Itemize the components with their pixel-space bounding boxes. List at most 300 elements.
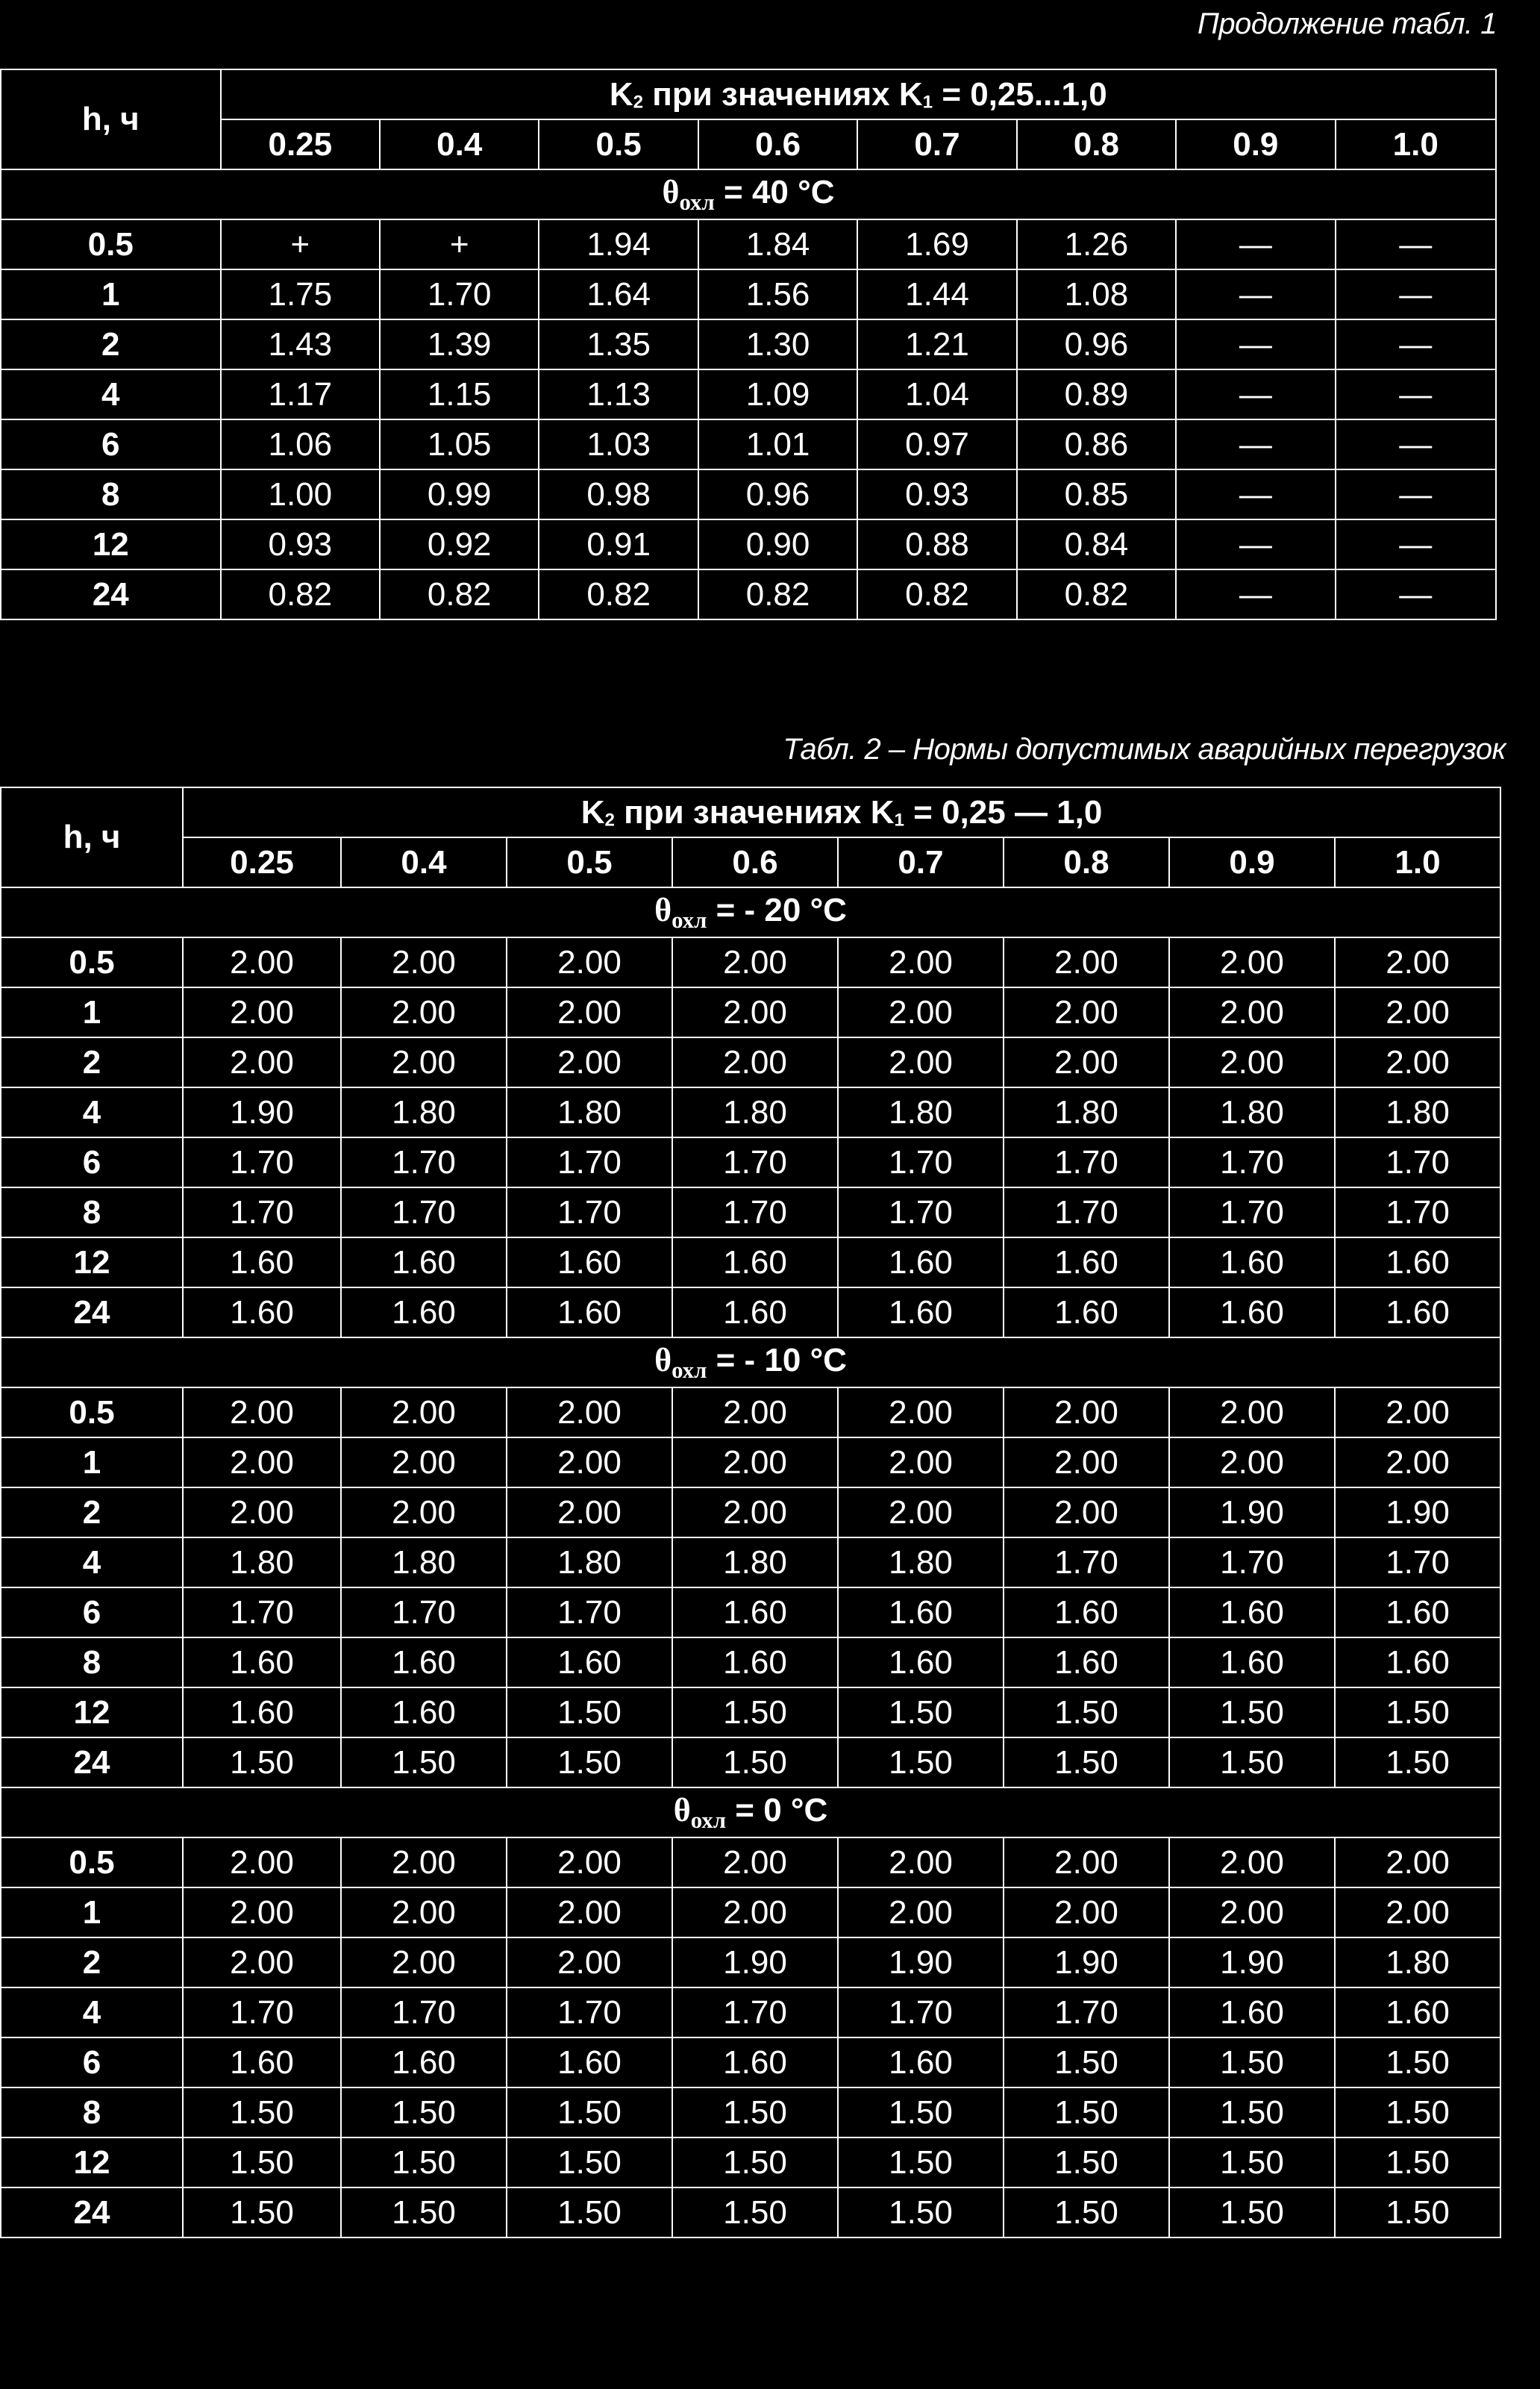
table-row	[1, 2087, 1500, 2137]
temperature-value: = 0 °C	[726, 1791, 828, 1829]
k1-subscript: 1	[922, 92, 933, 113]
value-cell: 2.00	[507, 987, 672, 1037]
value-cell: 2.00	[672, 987, 838, 1037]
value-cell: 1.60	[507, 2037, 672, 2087]
header-row	[1, 787, 1500, 837]
temperature-value: = - 20 °C	[707, 891, 847, 928]
value-cell: 2.00	[341, 1487, 507, 1537]
value-cell: 1.60	[838, 1587, 1004, 1637]
table-row	[1, 1187, 1500, 1237]
value-cell: 0.93	[857, 469, 1016, 519]
hours-cell: 4	[1, 1987, 183, 2037]
value-cell: 1.80	[1335, 1087, 1500, 1137]
value-cell: 1.70	[183, 1587, 341, 1637]
value-cell: 1.70	[1335, 1187, 1500, 1237]
value-cell: 1.70	[183, 1137, 341, 1187]
value-cell: 2.00	[1004, 937, 1169, 987]
section-header-row	[1, 169, 1496, 219]
value-cell: 1.80	[1169, 1087, 1335, 1137]
value-cell: 0.99	[380, 469, 539, 519]
value-cell: 1.60	[341, 1687, 507, 1737]
hours-cell: 24	[1, 569, 221, 619]
value-cell: 1.50	[1004, 2087, 1169, 2137]
value-cell: —	[1336, 419, 1496, 469]
value-cell: 1.70	[1335, 1137, 1500, 1187]
value-cell: 1.60	[1169, 1587, 1335, 1637]
value-cell: 1.90	[183, 1087, 341, 1137]
column-header: 0.8	[1017, 119, 1176, 169]
value-cell: 1.60	[341, 1287, 507, 1337]
value-cell: 1.60	[1169, 1237, 1335, 1287]
value-cell: 1.90	[838, 1937, 1004, 1987]
value-cell: 1.70	[1169, 1187, 1335, 1237]
value-cell: 0.96	[698, 469, 857, 519]
value-cell: 1.06	[221, 419, 380, 469]
table2	[0, 787, 1501, 2238]
value-cell: 1.80	[507, 1537, 672, 1587]
value-cell: 2.00	[507, 937, 672, 987]
value-cell: 1.94	[539, 219, 698, 269]
value-cell: 2.00	[1169, 987, 1335, 1037]
column-header: 1.0	[1335, 837, 1500, 887]
value-cell: 2.00	[1335, 987, 1500, 1037]
theta-subscript: охл	[672, 908, 707, 934]
value-cell: 2.00	[672, 1837, 838, 1887]
value-cell: 2.00	[672, 937, 838, 987]
value-cell: 2.00	[1169, 1887, 1335, 1937]
value-cell: —	[1336, 219, 1496, 269]
value-cell: 0.90	[698, 519, 857, 569]
value-cell: 1.70	[507, 1587, 672, 1637]
value-cell: 1.80	[1004, 1087, 1169, 1137]
table-row	[1, 1087, 1500, 1137]
value-cell: 1.84	[698, 219, 857, 269]
k2-letter: K	[580, 793, 605, 831]
value-cell: —	[1336, 269, 1496, 319]
k1-range: = 0,25...1,0	[933, 75, 1107, 113]
value-cell: 1.70	[672, 1137, 838, 1187]
table-row	[1, 2187, 1500, 2237]
value-cell: 1.70	[507, 1187, 672, 1237]
value-cell: 1.70	[507, 1987, 672, 2037]
k2-middle-text: при значениях K	[614, 793, 895, 831]
column-header-row	[1, 119, 1496, 169]
temperature-label	[1, 169, 1496, 219]
value-cell: 1.60	[183, 1637, 341, 1687]
value-cell: 0.82	[857, 569, 1016, 619]
section-header-row	[1, 1787, 1500, 1837]
hours-cell: 1	[1, 269, 221, 319]
hours-cell: 1	[1, 1437, 183, 1487]
column-header: 0.25	[183, 837, 341, 887]
value-cell: 1.60	[1335, 1987, 1500, 2037]
column-header: 0.6	[698, 119, 857, 169]
theta-subscript: охл	[690, 1808, 727, 1834]
value-cell: 1.70	[341, 1587, 507, 1637]
table-row	[1, 937, 1500, 987]
value-cell: 0.84	[1017, 519, 1176, 569]
table-row	[1, 519, 1496, 569]
column-header: 0.9	[1176, 119, 1335, 169]
value-cell: 1.50	[507, 1737, 672, 1787]
value-cell: 1.26	[1017, 219, 1176, 269]
value-cell: 1.80	[838, 1087, 1004, 1137]
table-row	[1, 1487, 1500, 1537]
value-cell: 1.60	[183, 1237, 341, 1287]
value-cell: 1.05	[380, 419, 539, 469]
hours-cell: 0.5	[1, 937, 183, 987]
value-cell: 2.00	[507, 1387, 672, 1437]
value-cell: 2.00	[183, 1887, 341, 1937]
value-cell: 1.50	[341, 2137, 507, 2187]
value-cell: 1.60	[672, 2037, 838, 2087]
value-cell: 1.50	[1169, 2137, 1335, 2187]
table-row	[1, 1537, 1500, 1587]
value-cell: 0.92	[380, 519, 539, 569]
hours-cell: 24	[1, 1287, 183, 1337]
value-cell: 1.35	[539, 319, 698, 369]
value-cell: 1.00	[221, 469, 380, 519]
value-cell: 1.80	[183, 1537, 341, 1587]
value-cell: 1.60	[183, 1287, 341, 1337]
table-row	[1, 1737, 1500, 1787]
value-cell: 2.00	[507, 1837, 672, 1887]
table-row	[1, 1937, 1500, 1987]
value-cell: 0.85	[1017, 469, 1176, 519]
value-cell: 1.70	[838, 1187, 1004, 1237]
table-row	[1, 1437, 1500, 1487]
hours-cell: 8	[1, 1187, 183, 1237]
value-cell: —	[1336, 469, 1496, 519]
value-cell: 2.00	[183, 1837, 341, 1887]
value-cell: 2.00	[1335, 1037, 1500, 1087]
value-cell: 2.00	[1169, 1037, 1335, 1087]
value-cell: 1.01	[698, 419, 857, 469]
value-cell: 1.50	[1004, 1737, 1169, 1787]
value-cell: 1.50	[507, 2187, 672, 2237]
value-cell: 1.21	[857, 319, 1016, 369]
table1-caption: Продолжение табл. 1	[1197, 7, 1497, 40]
value-cell: 1.70	[341, 1987, 507, 2037]
value-cell: 2.00	[341, 1037, 507, 1087]
theta-subscript: охл	[672, 1358, 707, 1384]
table-row	[1, 1387, 1500, 1437]
value-cell: 1.50	[1335, 2037, 1500, 2087]
value-cell: 1.60	[838, 1237, 1004, 1287]
hours-cell: 24	[1, 1737, 183, 1787]
table-row	[1, 2137, 1500, 2187]
column-header: 0.5	[539, 119, 698, 169]
table-row	[1, 1037, 1500, 1087]
value-cell: 1.50	[838, 2137, 1004, 2187]
value-cell: 0.86	[1017, 419, 1176, 469]
value-cell: 1.50	[341, 2187, 507, 2237]
value-cell: 0.82	[539, 569, 698, 619]
value-cell: 1.70	[1004, 1987, 1169, 2037]
value-cell: 1.60	[1004, 1237, 1169, 1287]
value-cell: 1.70	[341, 1187, 507, 1237]
k2-subscript: 2	[633, 92, 644, 113]
k2-header	[183, 787, 1500, 837]
value-cell: 2.00	[1169, 937, 1335, 987]
hours-cell: 6	[1, 2037, 183, 2087]
value-cell: 2.00	[1004, 1837, 1169, 1887]
value-cell: 1.15	[380, 369, 539, 419]
value-cell: —	[1176, 419, 1335, 469]
value-cell: 1.50	[341, 1737, 507, 1787]
hours-cell: 12	[1, 519, 221, 569]
value-cell: 0.96	[1017, 319, 1176, 369]
theta-subscript: охл	[679, 190, 715, 216]
value-cell: 2.00	[1335, 1387, 1500, 1437]
hours-cell: 24	[1, 2187, 183, 2237]
table1-body	[1, 69, 1496, 619]
hours-cell: 12	[1, 2137, 183, 2187]
hours-cell: 0.5	[1, 219, 221, 269]
value-cell: 2.00	[183, 1387, 341, 1437]
value-cell: 2.00	[1004, 1387, 1169, 1437]
hours-cell: 0.5	[1, 1837, 183, 1887]
value-cell: 2.00	[1335, 937, 1500, 987]
value-cell: 1.50	[183, 1737, 341, 1787]
value-cell: 1.90	[672, 1937, 838, 1987]
column-header: 0.25	[221, 119, 380, 169]
value-cell: 2.00	[1004, 1487, 1169, 1537]
value-cell: 1.60	[838, 1637, 1004, 1687]
hours-cell: 4	[1, 1537, 183, 1587]
value-cell: 2.00	[341, 1837, 507, 1887]
hours-cell: 8	[1, 1637, 183, 1687]
value-cell: 1.50	[1335, 1737, 1500, 1787]
value-cell: 2.00	[1169, 1387, 1335, 1437]
temperature-label	[1, 1787, 1500, 1837]
value-cell: 1.50	[672, 1737, 838, 1787]
value-cell: —	[1176, 319, 1335, 369]
table-row	[1, 1987, 1500, 2037]
table-row	[1, 1287, 1500, 1337]
value-cell: 1.64	[539, 269, 698, 319]
temperature-label	[1, 1337, 1500, 1387]
value-cell: +	[221, 219, 380, 269]
value-cell: —	[1336, 319, 1496, 369]
value-cell: 1.70	[838, 1987, 1004, 2037]
value-cell: 1.50	[1169, 1737, 1335, 1787]
value-cell: 1.60	[341, 1637, 507, 1687]
value-cell: 1.50	[1169, 2037, 1335, 2087]
value-cell: 1.08	[1017, 269, 1176, 319]
value-cell: 2.00	[183, 1487, 341, 1537]
value-cell: 1.60	[1004, 1587, 1169, 1637]
hours-cell: 4	[1, 1087, 183, 1137]
column-header: 0.4	[380, 119, 539, 169]
table-row	[1, 1887, 1500, 1937]
column-header: 0.5	[507, 837, 672, 887]
value-cell: 1.75	[221, 269, 380, 319]
value-cell: 1.50	[183, 2087, 341, 2137]
hours-cell: 6	[1, 419, 221, 469]
value-cell: 2.00	[672, 1887, 838, 1937]
hours-cell: 1	[1, 987, 183, 1037]
value-cell: 1.60	[1335, 1587, 1500, 1637]
value-cell: 2.00	[1004, 1437, 1169, 1487]
value-cell: 1.90	[1335, 1487, 1500, 1537]
value-cell: 1.60	[1335, 1637, 1500, 1687]
value-cell: 1.50	[838, 2087, 1004, 2137]
value-cell: 1.60	[507, 1287, 672, 1337]
value-cell: 1.60	[672, 1287, 838, 1337]
value-cell: 1.50	[183, 2137, 341, 2187]
k1-range: = 0,25 — 1,0	[904, 793, 1103, 831]
value-cell: 1.80	[672, 1087, 838, 1137]
value-cell: 2.00	[507, 1937, 672, 1987]
value-cell: 2.00	[341, 1387, 507, 1437]
value-cell: 2.00	[838, 987, 1004, 1037]
value-cell: 1.03	[539, 419, 698, 469]
table-row	[1, 319, 1496, 369]
header-row	[1, 69, 1496, 119]
hours-cell: 2	[1, 1937, 183, 1987]
value-cell: 1.70	[1169, 1537, 1335, 1587]
value-cell: 1.60	[183, 1687, 341, 1737]
table-row	[1, 987, 1500, 1037]
value-cell: 2.00	[507, 1887, 672, 1937]
hours-cell: 6	[1, 1137, 183, 1187]
value-cell: 1.70	[183, 1987, 341, 2037]
value-cell: 1.90	[1004, 1937, 1169, 1987]
column-header: 0.8	[1004, 837, 1169, 887]
value-cell: 1.50	[507, 2087, 672, 2137]
value-cell: 2.00	[1335, 1437, 1500, 1487]
value-cell: 0.93	[221, 519, 380, 569]
value-cell: 2.00	[341, 1937, 507, 1987]
value-cell: 0.82	[380, 569, 539, 619]
value-cell: 1.90	[1169, 1487, 1335, 1537]
value-cell: 1.60	[341, 1237, 507, 1287]
value-cell: 1.50	[341, 2087, 507, 2137]
value-cell: 2.00	[341, 987, 507, 1037]
value-cell: 1.50	[1335, 2087, 1500, 2137]
value-cell: 2.00	[341, 1437, 507, 1487]
hours-cell: 0.5	[1, 1387, 183, 1437]
value-cell: 1.43	[221, 319, 380, 369]
value-cell: 2.00	[1004, 1037, 1169, 1087]
temperature-label	[1, 887, 1500, 937]
hours-cell: 2	[1, 319, 221, 369]
value-cell: 1.60	[507, 1237, 672, 1287]
value-cell: —	[1176, 519, 1335, 569]
value-cell: 2.00	[838, 1837, 1004, 1887]
hours-cell: 2	[1, 1487, 183, 1537]
value-cell: 1.50	[1004, 2187, 1169, 2237]
theta-symbol: θ	[654, 1341, 672, 1378]
value-cell: +	[380, 219, 539, 269]
value-cell: 2.00	[183, 1437, 341, 1487]
value-cell: 1.60	[672, 1237, 838, 1287]
column-header: 0.7	[857, 119, 1016, 169]
value-cell: 0.82	[698, 569, 857, 619]
value-cell: 2.00	[1004, 1887, 1169, 1937]
k2-middle-text: при значениях K	[643, 75, 923, 113]
table-row	[1, 2037, 1500, 2087]
value-cell: 1.80	[341, 1537, 507, 1587]
value-cell: 1.50	[672, 2087, 838, 2137]
value-cell: 2.00	[183, 1937, 341, 1987]
k1-subscript: 1	[894, 810, 904, 831]
value-cell: 1.70	[341, 1137, 507, 1187]
value-cell: 1.50	[672, 2137, 838, 2187]
value-cell: 1.60	[1335, 1237, 1500, 1287]
value-cell: 1.50	[1169, 2187, 1335, 2237]
value-cell: 1.56	[698, 269, 857, 319]
value-cell: 1.60	[672, 1637, 838, 1687]
k2-letter: K	[609, 75, 633, 113]
value-cell: 0.91	[539, 519, 698, 569]
table-row	[1, 1587, 1500, 1637]
value-cell: 0.88	[857, 519, 1016, 569]
temperature-value: = - 10 °C	[707, 1341, 847, 1378]
value-cell: 1.50	[507, 2137, 672, 2187]
column-header: 0.6	[672, 837, 838, 887]
value-cell: 2.00	[672, 1437, 838, 1487]
theta-symbol: θ	[673, 1791, 691, 1829]
value-cell: 1.50	[1004, 2037, 1169, 2087]
value-cell: 1.90	[1169, 1937, 1335, 1987]
value-cell: 1.80	[1335, 1937, 1500, 1987]
value-cell: —	[1176, 469, 1335, 519]
value-cell: —	[1176, 569, 1335, 619]
theta-symbol: θ	[654, 891, 672, 928]
value-cell: 1.50	[1169, 1687, 1335, 1737]
column-header: 0.9	[1169, 837, 1335, 887]
value-cell: 1.80	[507, 1087, 672, 1137]
value-cell: 0.98	[539, 469, 698, 519]
value-cell: 2.00	[838, 1037, 1004, 1087]
value-cell: 2.00	[838, 937, 1004, 987]
value-cell: 1.60	[1169, 1287, 1335, 1337]
value-cell: 1.09	[698, 369, 857, 419]
table-row	[1, 1687, 1500, 1737]
value-cell: 2.00	[341, 937, 507, 987]
corner-label: h, ч	[1, 69, 221, 169]
value-cell: 1.50	[838, 1737, 1004, 1787]
value-cell: 2.00	[507, 1487, 672, 1537]
value-cell: 2.00	[1335, 1837, 1500, 1887]
value-cell: 1.04	[857, 369, 1016, 419]
value-cell: 1.60	[1004, 1287, 1169, 1337]
value-cell: 2.00	[183, 937, 341, 987]
hours-cell: 6	[1, 1587, 183, 1637]
hours-cell: 12	[1, 1237, 183, 1287]
value-cell: 1.60	[838, 2037, 1004, 2087]
value-cell: —	[1176, 369, 1335, 419]
corner-label: h, ч	[1, 787, 183, 887]
value-cell: 2.00	[183, 987, 341, 1037]
value-cell: 2.00	[507, 1437, 672, 1487]
value-cell: 1.60	[1169, 1987, 1335, 2037]
temperature-value: = 40 °C	[714, 173, 835, 210]
value-cell: 1.70	[507, 1137, 672, 1187]
table-row	[1, 1837, 1500, 1887]
value-cell: 1.60	[1169, 1637, 1335, 1687]
table-row	[1, 369, 1496, 419]
k2-subscript: 2	[604, 810, 615, 831]
k2-header	[221, 69, 1496, 119]
value-cell: 1.69	[857, 219, 1016, 269]
value-cell: 0.97	[857, 419, 1016, 469]
value-cell: 2.00	[838, 1887, 1004, 1937]
value-cell: 2.00	[1004, 987, 1169, 1037]
value-cell: —	[1336, 369, 1496, 419]
